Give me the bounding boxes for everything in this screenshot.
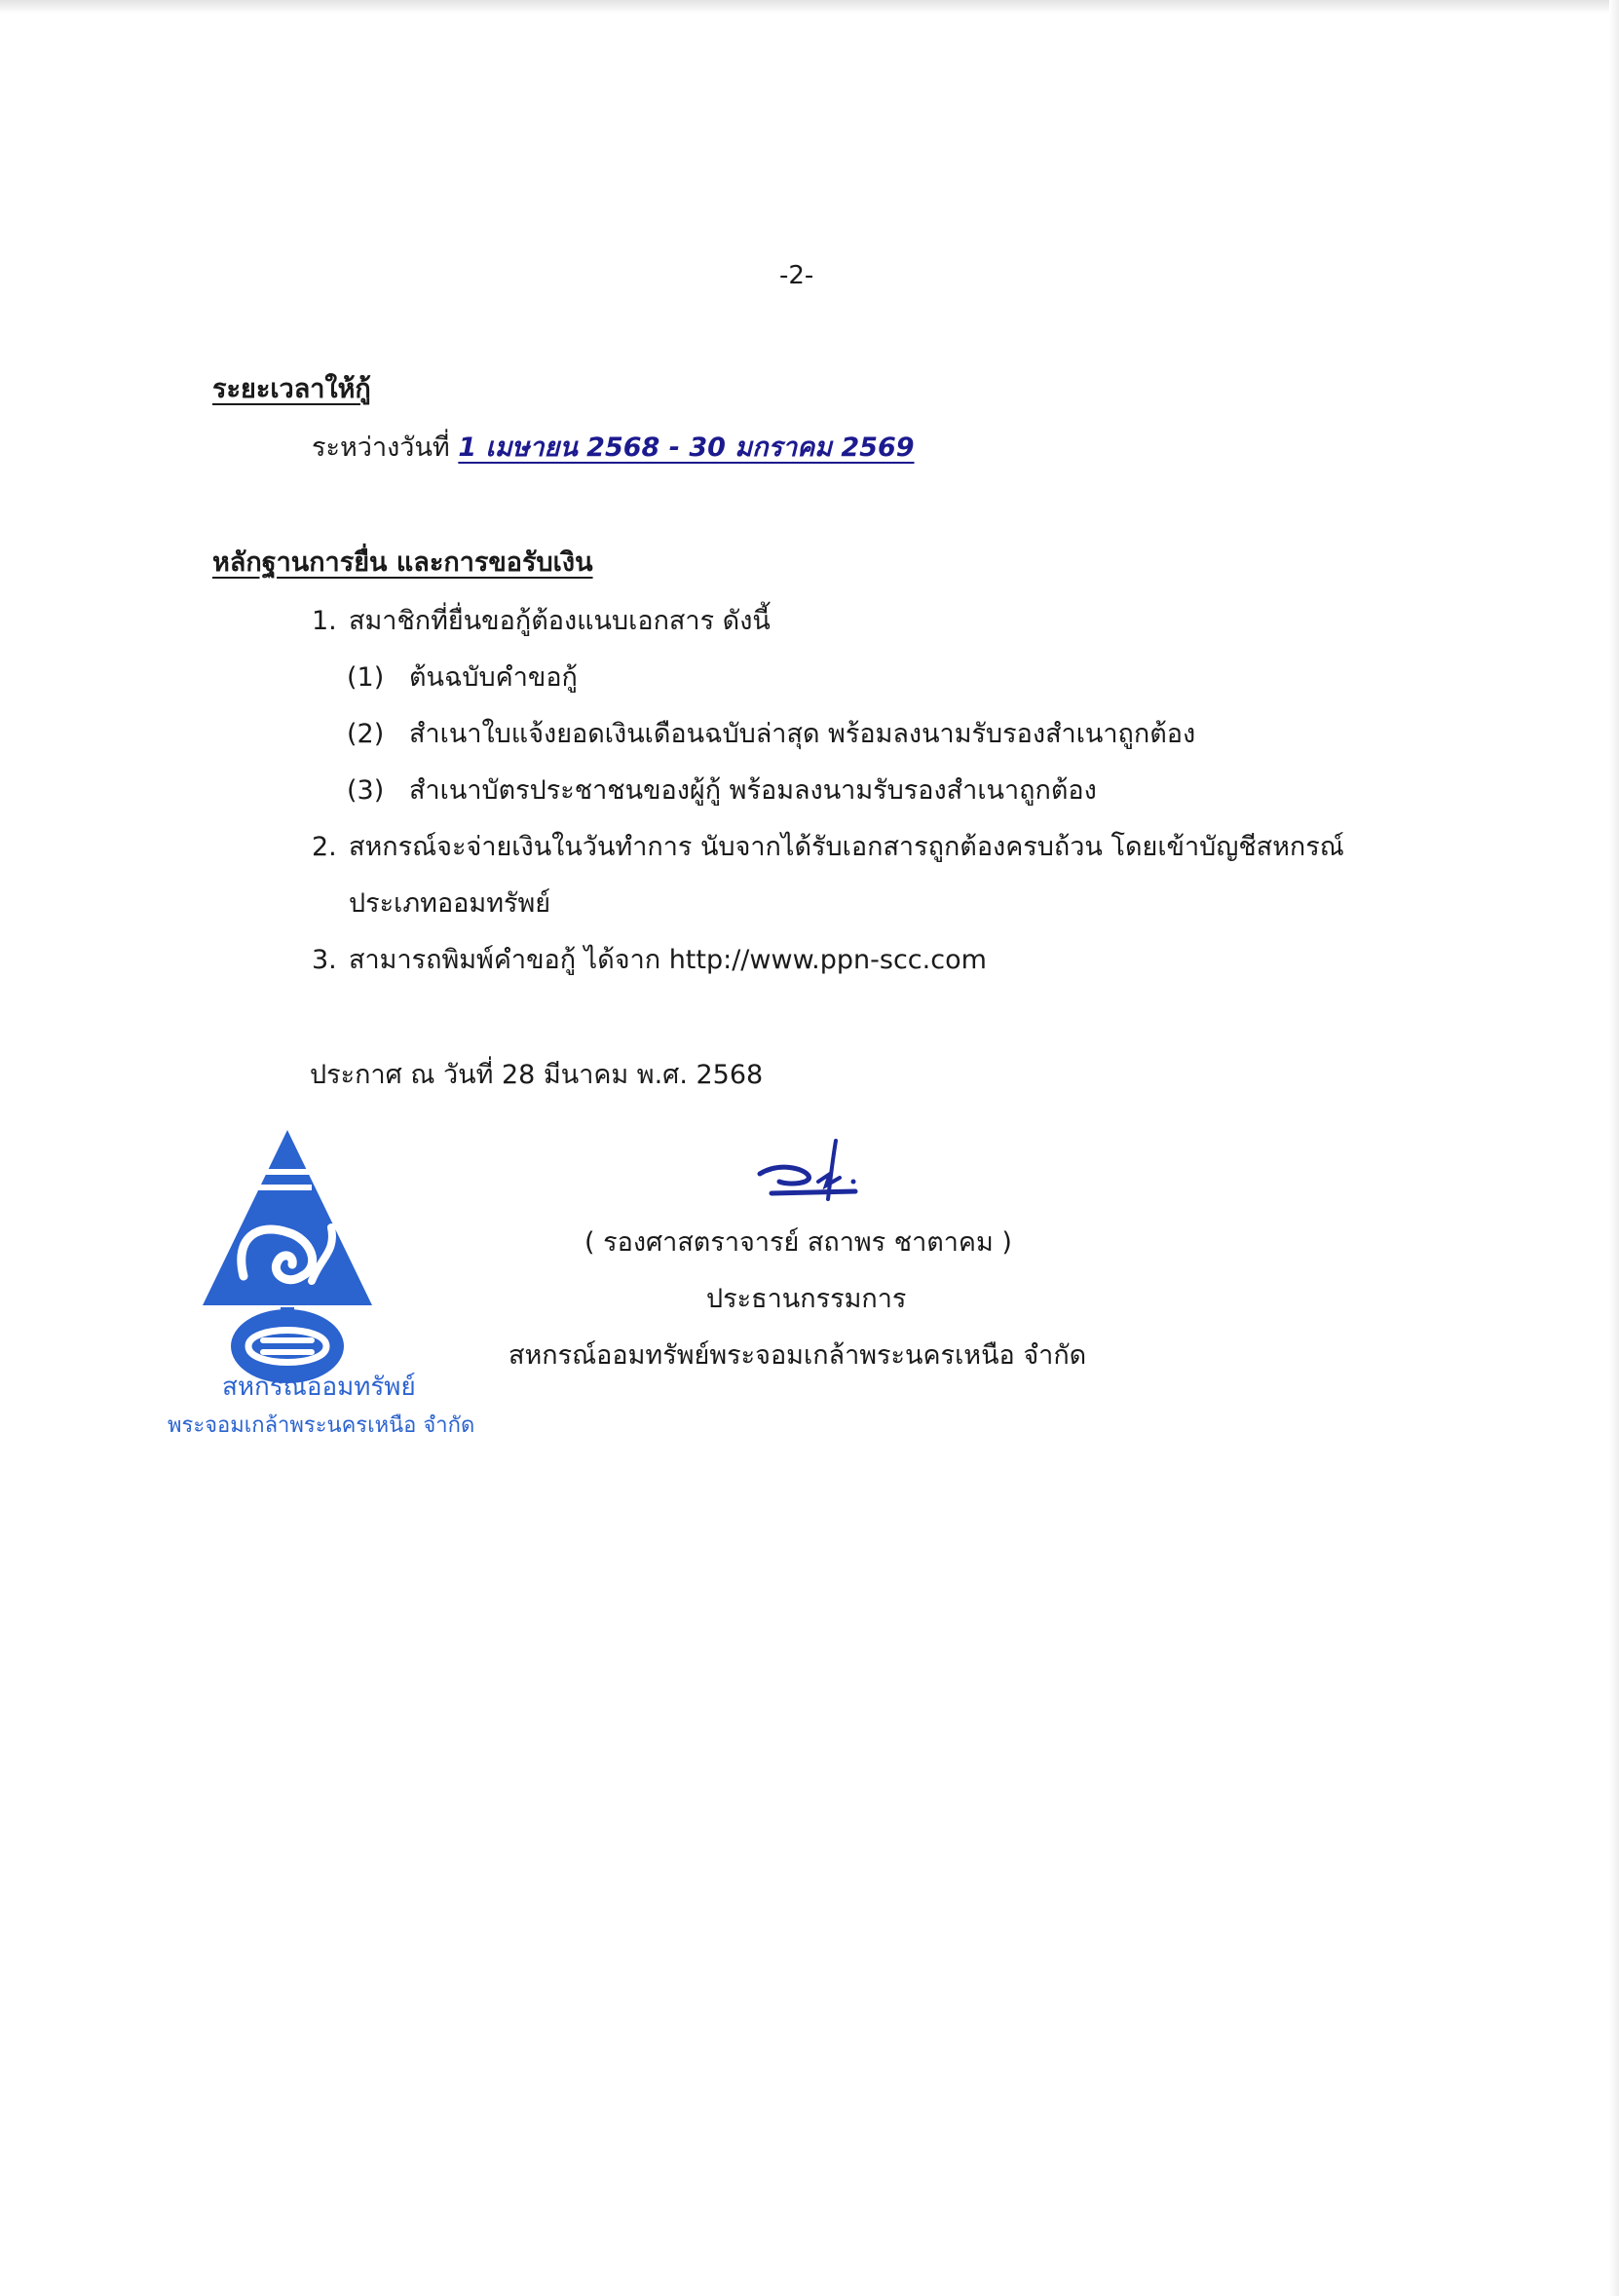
item-3-number: 3. — [312, 945, 337, 975]
item-3-text: สามารถพิมพ์คำขอกู้ ได้จาก http://www.ppn-scc.com — [349, 945, 987, 975]
item-1-text: สมาชิกที่ยื่นขอกู้ต้องแนบเอกสาร ดังนี้ — [349, 606, 771, 636]
loan-period-heading: ระยะเวลาให้กู้ — [212, 374, 371, 404]
subitem-2-text: สำเนาใบแจ้งยอดเงินเดือนฉบับล่าสุด พร้อมลงนามรับรองสำเนาถูกต้อง — [409, 719, 1196, 749]
seal-subname: พระจอมเกล้าพระนครเหนือ จำกัด — [168, 1413, 475, 1438]
subitem-1-text: ต้นฉบับคำขอกู้ — [409, 662, 578, 693]
loan-period-dates: 1 เมษายน 2568 - 30 มกราคม 2569 — [458, 433, 915, 463]
loan-period-line — [312, 431, 915, 466]
page-number: -2- — [779, 261, 814, 290]
loan-period-prefix: ระหว่างวันที่ — [312, 433, 450, 463]
announcement-date: ประกาศ ณ วันที่ 28 มีนาคม พ.ศ. 2568 — [310, 1060, 764, 1090]
item-2-line-1: สหกรณ์จะจ่ายเงินในวันทำการ นับจากได้รับเอกสารถูกต้องครบถ้วน โดยเข้าบัญชีสหกรณ์ — [349, 832, 1344, 862]
scan-right-shadow — [1609, 0, 1619, 2296]
signatory-organization: สหกรณ์ออมทรัพย์พระจอมเกล้าพระนครเหนือ จำกัด — [508, 1340, 1087, 1371]
signatory-name: ( รองศาสตราจารย์ สถาพร ชาตาคม ) — [584, 1227, 1012, 1258]
subitem-3-number: (3) — [347, 775, 385, 806]
item-2-line-2: ประเภทออมทรัพย์ — [349, 888, 551, 919]
subitem-1-number: (1) — [347, 662, 385, 693]
signature-mark — [750, 1135, 867, 1223]
seal-name: สหกรณ์ออมทรัพย์ — [222, 1373, 416, 1402]
item-2-number: 2. — [312, 832, 337, 862]
evidence-heading: หลักฐานการยื่น และการขอรับเงิน — [212, 547, 593, 578]
item-1-number: 1. — [312, 606, 337, 636]
subitem-3-text: สำเนาบัตรประชาชนของผู้กู้ พร้อมลงนามรับรองสำเนาถูกต้อง — [409, 775, 1097, 806]
scan-top-shadow — [0, 0, 1619, 14]
signatory-position: ประธานกรรมการ — [706, 1284, 907, 1314]
subitem-2-number: (2) — [347, 719, 385, 749]
